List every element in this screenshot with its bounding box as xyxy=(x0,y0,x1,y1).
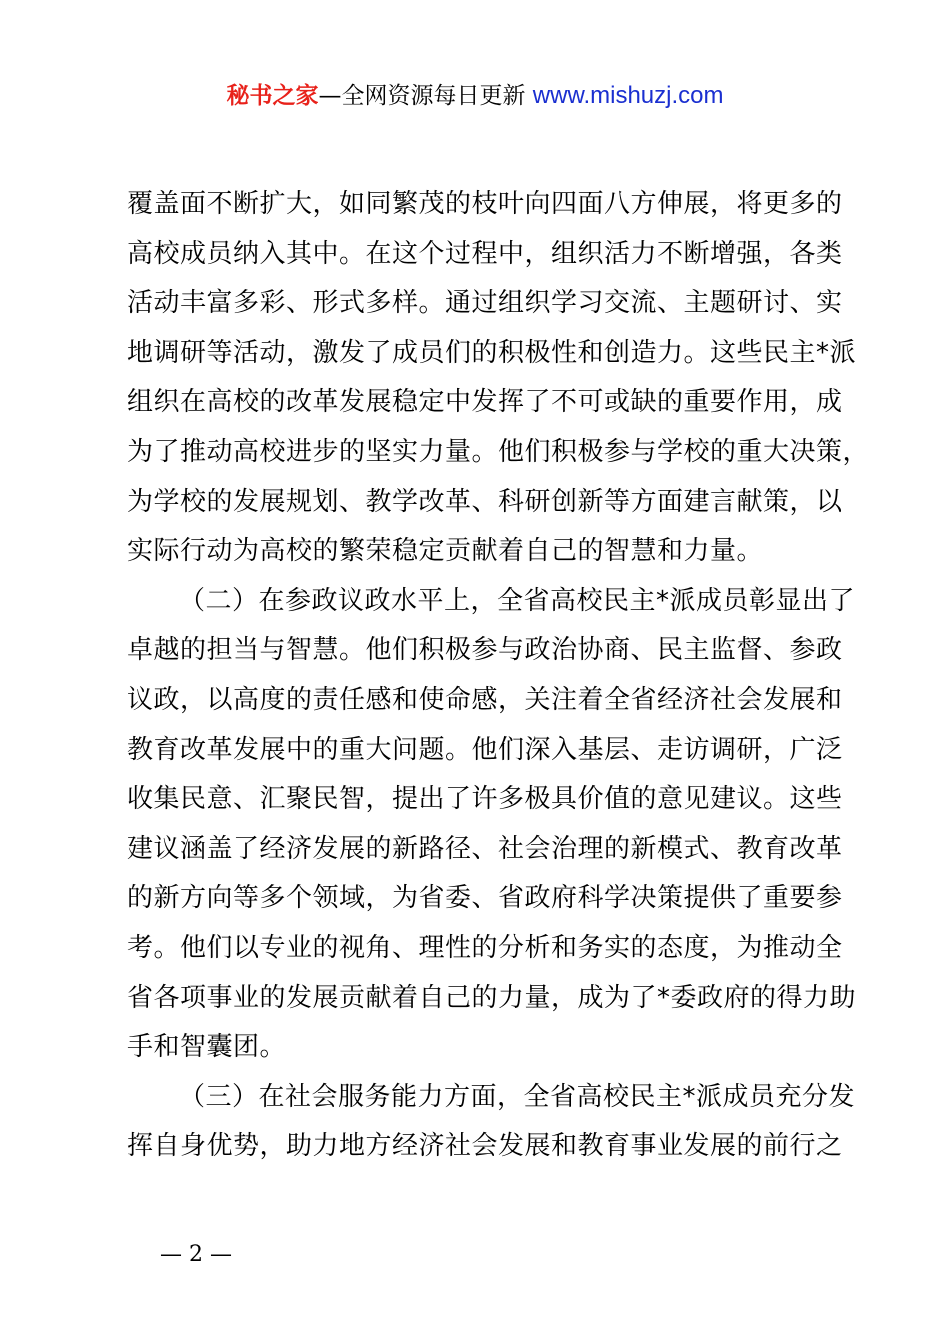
site-url-link[interactable]: www.mishuzj.com xyxy=(532,82,724,109)
body-line: 考。他们以专业的视角、理性的分析和务实的态度，为推动全 xyxy=(127,932,843,963)
body-line: 的新方向等多个领域，为省委、省政府科学决策提供了重要参 xyxy=(127,883,843,914)
body-line: 议政，以高度的责任感和使命感，关注着全省经济社会发展和 xyxy=(127,684,843,715)
body-line: 为学校的发展规划、教学改革、科研创新等方面建言献策，以 xyxy=(127,486,843,517)
body-line: 活动丰富多彩、形式多样。通过组织学习交流、主题研讨、实 xyxy=(127,288,843,319)
body-line: 地调研等活动，激发了成员们的积极性和创造力。这些民主*派 xyxy=(127,337,857,368)
body-line: 收集民意、汇聚民智，提出了许多极具价值的意见建议。这些 xyxy=(127,784,843,815)
body-line: 教育改革发展中的重大问题。他们深入基层、走访调研，广泛 xyxy=(127,734,843,765)
body-line: 挥自身优势，助力地方经济社会发展和教育事业发展的前行之 xyxy=(127,1131,843,1162)
body-line: 实际行动为高校的繁荣稳定贡献着自己的智慧和力量。 xyxy=(127,536,764,567)
document-body xyxy=(127,180,870,1172)
body-line: 建议涵盖了经济发展的新路径、社会治理的新模式、教育改革 xyxy=(127,833,843,864)
header-slogan: —全网资源每日更新 xyxy=(318,83,526,109)
section-three-first-line: （三）在社会服务能力方面，全省高校民主*派成员充分发 xyxy=(179,1081,856,1112)
body-line: 覆盖面不断扩大，如同繁茂的枝叶向四面八方伸展，将更多的 xyxy=(127,189,843,219)
body-line: 卓越的担当与智慧。他们积极参与政治协商、民主监督、参政 xyxy=(127,635,843,666)
body-line: 为了推动高校进步的坚实力量。他们积极参与学校的重大决策， xyxy=(127,436,870,467)
body-line: 组织在高校的改革发展稳定中发挥了不可或缺的重要作用，成 xyxy=(127,387,843,418)
body-line: 手和智囊团。 xyxy=(127,1032,287,1063)
body-line: 高校成员纳入其中。在这个过程中，组织活力不断增强，各类 xyxy=(127,238,843,269)
page-number: — 2 — xyxy=(160,1242,232,1267)
page-header xyxy=(0,80,950,112)
body-line: 省各项事业的发展贡献着自己的力量，成为了*委政府的得力助 xyxy=(127,982,857,1013)
brand-name: 秘书之家 xyxy=(226,83,319,109)
section-two-first-line: （二）在参政议政水平上，全省高校民主*派成员彰显出了 xyxy=(179,585,856,616)
